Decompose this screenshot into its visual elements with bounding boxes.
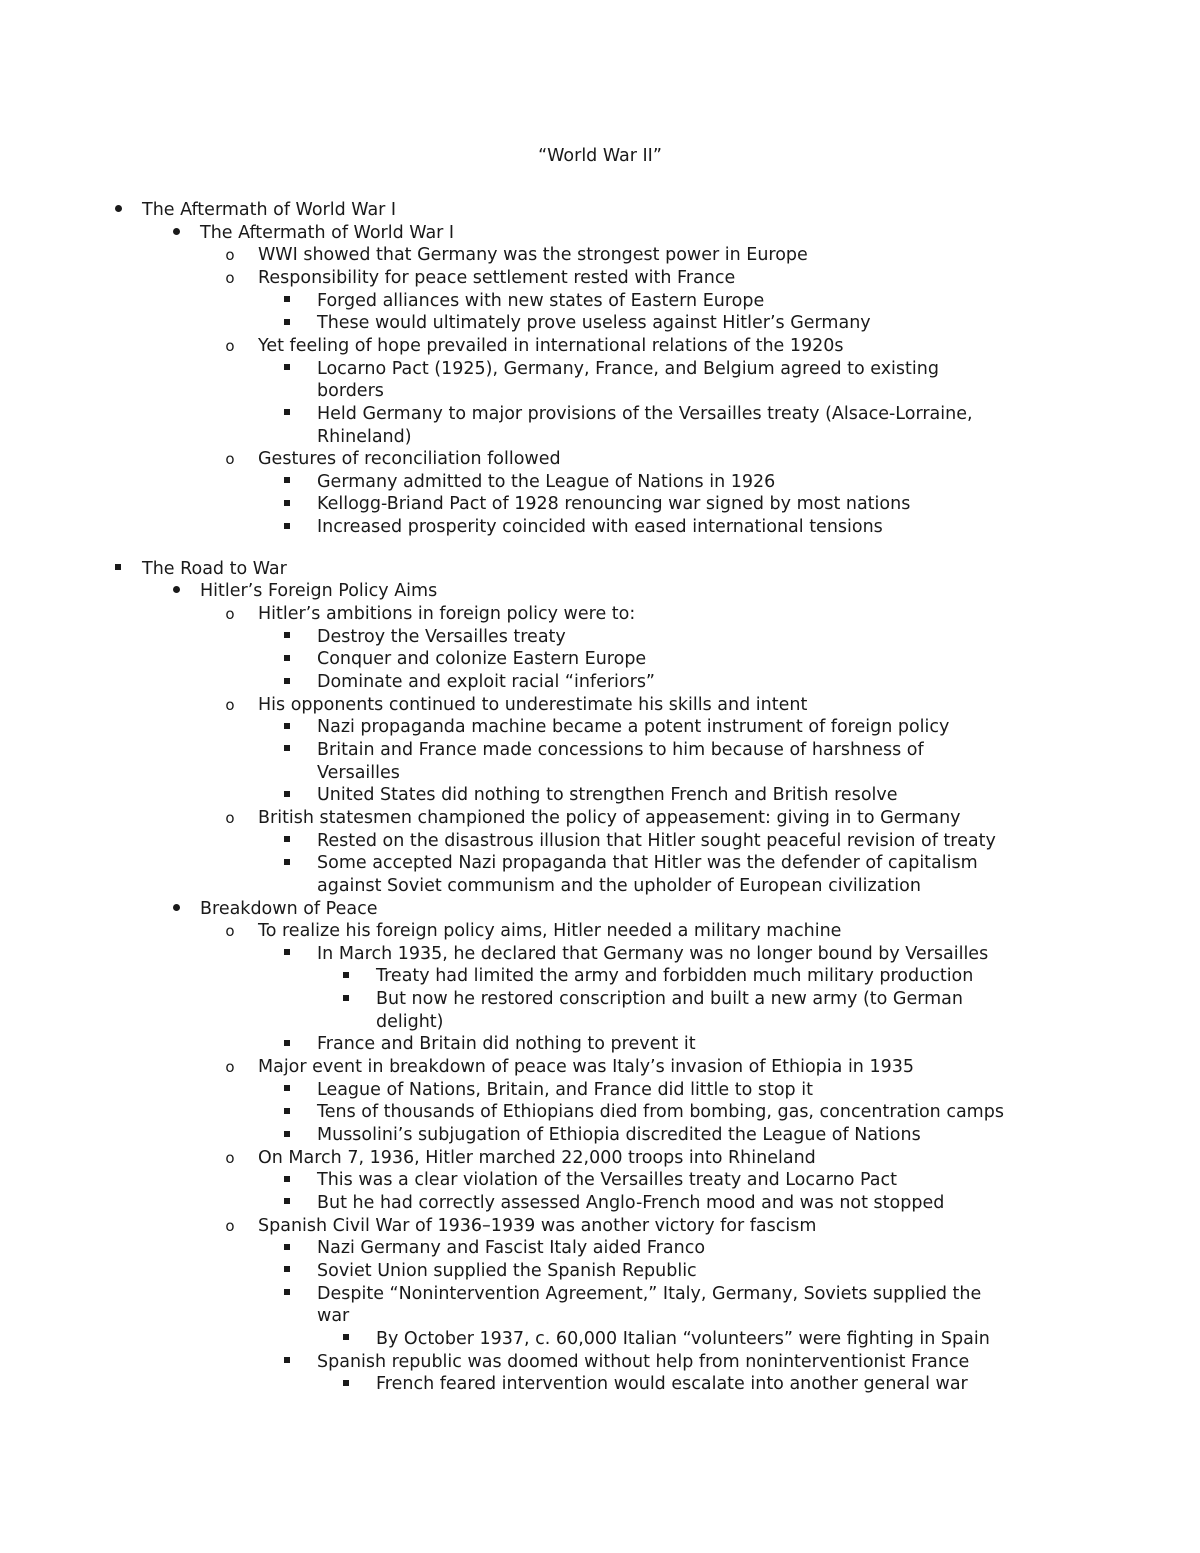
square-bullet-icon	[277, 739, 297, 762]
outline-text: Nazi Germany and Fascist Italy aided Franco	[317, 1238, 706, 1259]
square-bullet-icon	[277, 1237, 297, 1260]
outline-text: To realize his foreign policy aims, Hitler needed a military machine	[258, 921, 842, 942]
outline-text: Kellogg-Briand Pact of 1928 renouncing war signed by most nations	[317, 494, 911, 515]
disc-bullet-icon	[108, 199, 128, 222]
outline-text: Breakdown of Peace	[200, 898, 378, 919]
outline-text: Forged alliances with new states of Eastern Europe	[317, 290, 765, 311]
square-bullet-icon	[277, 1079, 297, 1102]
square-bullet-icon	[277, 1192, 297, 1215]
circle-bullet-icon	[220, 244, 240, 267]
square-bullet-icon	[277, 312, 297, 335]
square-bullet-icon	[277, 471, 297, 494]
outline-text: Gestures of reconciliation followed	[258, 449, 561, 470]
square-bullet-icon	[277, 1169, 297, 1192]
outline-text: Locarno Pact (1925), Germany, France, and Belgium agreed to existing	[317, 358, 939, 379]
square-bullet-icon	[108, 558, 128, 581]
outline-text: Germany admitted to the League of Nations in 1926	[317, 471, 776, 492]
square-bullet-icon	[277, 493, 297, 516]
outline-text: French feared intervention would escalate into another general war	[376, 1374, 968, 1395]
square-bullet-icon	[277, 1124, 297, 1147]
square-bullet-icon	[336, 1373, 356, 1396]
outline-text: Versailles	[317, 762, 400, 783]
outline-text: On March 7, 1936, Hitler marched 22,000 troops into Rhineland	[258, 1147, 816, 1168]
circle-bullet-icon	[220, 920, 240, 943]
outline-text: Treaty had limited the army and forbidden much military production	[376, 966, 974, 987]
outline-text: Destroy the Versailles treaty	[317, 626, 566, 647]
outline-text: Mussolini’s subjugation of Ethiopia discredited the League of Nations	[317, 1125, 921, 1145]
outline-text: war	[317, 1306, 350, 1327]
square-bullet-icon	[277, 1283, 297, 1306]
outline-text: Increased prosperity coincided with eased international tensions	[317, 517, 883, 538]
outline-text: Spanish republic was doomed without help from noninterventionist France	[317, 1351, 970, 1372]
disc-bullet-icon	[166, 580, 186, 603]
square-bullet-icon	[277, 290, 297, 313]
outline-text: Nazi propaganda machine became a potent instrument of foreign policy	[317, 717, 950, 738]
outline-text: Dominate and exploit racial “inferiors”	[317, 672, 656, 692]
circle-bullet-icon	[220, 1056, 240, 1079]
outline-text: WWI showed that Germany was the strongest power in Europe	[258, 245, 808, 266]
square-bullet-icon	[277, 716, 297, 739]
outline-text: Rhineland)	[317, 426, 412, 447]
disc-bullet-icon	[166, 898, 186, 921]
outline-text: Held Germany to major provisions of the Versailles treaty (Alsace-Lorraine,	[317, 403, 973, 424]
outline-text: Hitler’s ambitions in foreign policy were to:	[258, 604, 636, 625]
outline-text: Some accepted Nazi propaganda that Hitler was the defender of capitalism	[317, 853, 978, 874]
disc-bullet-icon	[166, 222, 186, 245]
outline-text: The Aftermath of World War I	[142, 200, 397, 220]
outline-text: But he had correctly assessed Anglo-French mood and was not stopped	[317, 1192, 945, 1213]
outline-text: Conquer and colonize Eastern Europe	[317, 649, 647, 670]
outline-text: The Aftermath of World War I	[200, 222, 455, 243]
square-bullet-icon	[277, 1260, 297, 1283]
outline-text: But now he restored conscription and built a new army (to German	[376, 989, 964, 1010]
outline-text: These would ultimately prove useless against Hitler’s Germany	[317, 313, 871, 334]
outline-text: France and Britain did nothing to prevent it	[317, 1034, 696, 1055]
outline-text: Tens of thousands of Ethiopians died from bombing, gas, concentration camps	[317, 1102, 1004, 1123]
outline-text: United States did nothing to strengthen French and British resolve	[317, 785, 898, 806]
outline-text: His opponents continued to underestimate his skills and intent	[258, 694, 808, 715]
square-bullet-icon	[336, 988, 356, 1011]
outline-text: Despite “Nonintervention Agreement,” Italy, Germany, Soviets supplied the	[317, 1283, 982, 1304]
square-bullet-icon	[277, 358, 297, 381]
square-bullet-icon	[277, 671, 297, 694]
outline-text: Major event in breakdown of peace was Italy’s invasion of Ethiopia in 1935	[258, 1057, 914, 1078]
outline-text: British statesmen championed the policy of appeasement: giving in to Germany	[258, 807, 961, 828]
square-bullet-icon	[277, 1033, 297, 1056]
square-bullet-icon	[277, 626, 297, 649]
page-title: “World War II”	[538, 146, 662, 166]
outline-text: By October 1937, c. 60,000 Italian “volunteers” were fighting in Spain	[376, 1328, 990, 1349]
outline-text: Soviet Union supplied the Spanish Republic	[317, 1260, 697, 1281]
outline-text: League of Nations, Britain, and France did little to stop it	[317, 1079, 813, 1100]
circle-bullet-icon	[220, 603, 240, 626]
square-bullet-icon	[277, 784, 297, 807]
outline-text: This was a clear violation of the Versailles treaty and Locarno Pact	[317, 1170, 897, 1191]
circle-bullet-icon	[220, 267, 240, 290]
outline-text: against Soviet communism and the upholder of European civilization	[317, 875, 921, 896]
square-bullet-icon	[277, 943, 297, 966]
square-bullet-icon	[277, 830, 297, 853]
outline-text: In March 1935, he declared that Germany was no longer bound by Versailles	[317, 943, 989, 964]
outline-text: Yet feeling of hope prevailed in international relations of the 1920s	[258, 335, 844, 356]
circle-bullet-icon	[220, 335, 240, 358]
circle-bullet-icon	[220, 1215, 240, 1238]
square-bullet-icon	[277, 516, 297, 539]
outline-text: borders	[317, 381, 384, 402]
outline-text: Responsibility for peace settlement rested with France	[258, 267, 736, 288]
square-bullet-icon	[277, 852, 297, 875]
circle-bullet-icon	[220, 807, 240, 830]
circle-bullet-icon	[220, 448, 240, 471]
outline-text: Britain and France made concessions to him because of harshness of	[317, 739, 924, 760]
square-bullet-icon	[277, 1101, 297, 1124]
outline-text: Hitler’s Foreign Policy Aims	[200, 581, 438, 602]
outline-text: Rested on the disastrous illusion that Hitler sought peaceful revision of treaty	[317, 830, 996, 851]
square-bullet-icon	[336, 1328, 356, 1351]
outline-text: The Road to War	[142, 558, 287, 579]
square-bullet-icon	[277, 403, 297, 426]
outline-text: delight)	[376, 1011, 444, 1032]
outline-text: Spanish Civil War of 1936–1939 was another victory for fascism	[258, 1215, 817, 1236]
square-bullet-icon	[277, 1351, 297, 1374]
circle-bullet-icon	[220, 694, 240, 717]
square-bullet-icon	[277, 648, 297, 671]
circle-bullet-icon	[220, 1147, 240, 1170]
square-bullet-icon	[336, 965, 356, 988]
